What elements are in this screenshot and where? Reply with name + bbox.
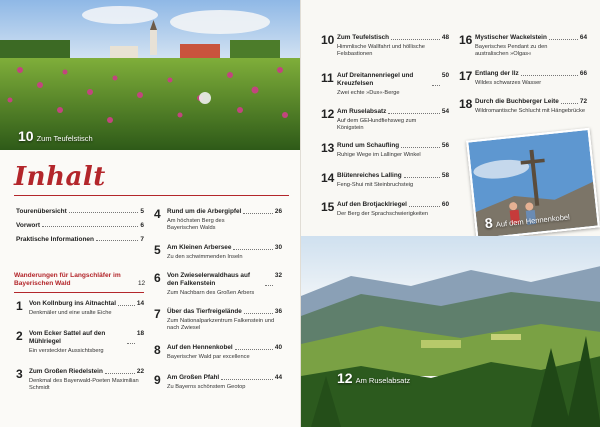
tour-heading (337, 142, 449, 150)
photo-number: 10 (18, 128, 34, 144)
tour-heading (29, 368, 144, 376)
dot-leader (233, 244, 272, 250)
tour-heading (337, 72, 449, 88)
dot-leader (549, 34, 578, 40)
dot-leader (243, 208, 273, 214)
landscape-photo (301, 236, 600, 427)
landscape-photo-caption (337, 370, 410, 388)
dot-leader (42, 222, 138, 227)
tour-number: 1 (16, 299, 23, 313)
tour-subtitle: Bayerischer Wald par excellence (167, 354, 250, 360)
tour-heading (475, 98, 587, 106)
tour-page: 32 (274, 272, 282, 279)
tour-number: 4 (154, 207, 161, 221)
photo-number: 8 (484, 214, 494, 232)
tour-heading (29, 330, 144, 346)
tour-number: 7 (154, 307, 161, 321)
tour-title: Durch die Buchberger Leite (475, 98, 559, 105)
tour-number: 6 (154, 271, 161, 285)
dot-leader (388, 108, 440, 114)
tour-number: 8 (154, 343, 161, 357)
toc-front-page: 7 (140, 236, 144, 243)
dot-leader (521, 70, 578, 76)
dot-leader (221, 374, 273, 380)
tour-title: Blütenreiches Lalling (337, 172, 402, 179)
toc-front-item[interactable] (16, 208, 144, 215)
tour-number: 14 (321, 171, 335, 185)
dot-leader (561, 98, 578, 104)
tour-page: 40 (274, 344, 282, 351)
photo-number: 12 (337, 370, 353, 386)
tour-page: 36 (274, 308, 282, 315)
toc-front-title: Praktische Informationen (16, 236, 95, 243)
dot-leader (96, 236, 138, 241)
tour-page: 14 (136, 300, 144, 307)
tour-subtitle: Ruhige Wege im Lallinger Winkel (337, 152, 421, 158)
dot-leader (127, 330, 135, 344)
cross-photo (466, 128, 600, 240)
tour-number: 5 (154, 243, 161, 257)
tour-heading (167, 208, 282, 216)
tour-number: 9 (154, 373, 161, 387)
tour-title: Rund um Schaufling (337, 142, 400, 149)
tour-number: 11 (321, 71, 334, 85)
dot-leader (391, 34, 440, 40)
tour-title: Von Kollnburg ins Aitnachtal (29, 300, 116, 307)
tour-number: 15 (321, 200, 335, 214)
meadow-photo-caption (18, 128, 93, 146)
tour-title: Zum Teufelstisch (337, 34, 390, 41)
dot-leader (404, 172, 440, 178)
dot-leader (118, 300, 135, 306)
tour-heading (167, 308, 282, 316)
tour-page: 50 (441, 72, 449, 79)
dot-leader (105, 368, 135, 374)
tour-subtitle: Zum Nationalparkzentrum Falkenstein und nach Zwiesel (167, 318, 275, 331)
dot-leader (265, 272, 273, 286)
tour-number: 18 (459, 97, 473, 111)
tour-number: 12 (321, 107, 335, 121)
tour-page: 44 (274, 374, 282, 381)
tour-heading (167, 244, 282, 252)
photo-caption-text: Zum Teufelstisch (36, 134, 93, 143)
photo-caption-text: Auf dem Hennenkobel (495, 212, 571, 230)
tour-heading (337, 172, 449, 180)
tour-heading (337, 201, 449, 209)
landscape-image (301, 236, 600, 427)
tour-page: 26 (274, 208, 282, 215)
tour-subtitle: Am höchsten Berg des Bayerischen Walds (167, 218, 225, 231)
tour-heading (337, 108, 449, 116)
tour-number: 17 (459, 69, 473, 83)
tour-title: Auf den Brotjacklriegel (337, 201, 407, 208)
tour-heading (167, 374, 282, 382)
tour-subtitle: Wildes schwarzes Wasser (475, 80, 542, 86)
tour-title: Am Großen Pfahl (167, 374, 220, 381)
tour-number: 16 (459, 33, 473, 47)
toc-front-item[interactable] (16, 222, 144, 229)
tour-page: 66 (579, 70, 587, 77)
tour-number: 10 (321, 33, 335, 47)
tour-page: 56 (441, 142, 449, 149)
title-rule (14, 195, 289, 196)
tour-subtitle: Wildromantische Schlucht mit Hängebrücke (475, 108, 586, 114)
tour-subtitle: Himmlische Wallfahrt und höllische Felsbastionen (337, 44, 425, 57)
tour-subtitle: Feng-Shui mit Steinbruchsteig (337, 182, 414, 188)
tour-page: 54 (441, 108, 449, 115)
tour-subtitle: Zu den schwimmenden Inseln (167, 254, 243, 260)
tour-title: Am Kleinen Arbersee (167, 244, 232, 251)
toc-front-page: 6 (140, 222, 144, 229)
tour-title: Rund um die Arbergipfel (167, 208, 242, 215)
toc-front-page: 5 (140, 208, 144, 215)
tour-title: Entlang der Ilz (475, 70, 519, 77)
tour-number: 2 (16, 329, 23, 343)
section-rule (14, 292, 144, 293)
tour-number: 13 (321, 141, 335, 155)
tour-subtitle: Der Berg der Sprachschwierigkeiten (337, 211, 429, 217)
tour-subtitle: Denkmäler und eine uralte Eiche (29, 310, 112, 316)
tour-title: Auf den Hennenkobel (167, 344, 233, 351)
tour-heading (475, 34, 587, 42)
page-title: Inhalt (14, 162, 106, 192)
tour-title: Über das Tierfreigelände (167, 308, 242, 315)
tour-subtitle: Denkmal des Bayerwald-Poeten Maximilian Schmidt (29, 378, 139, 391)
tour-heading (29, 300, 144, 308)
tour-page: 48 (441, 34, 449, 41)
tour-subtitle: Zu Bayerns schönstem Geotop (167, 384, 246, 390)
section-page: 12 (138, 280, 146, 287)
tour-subtitle: Zum Nachbarn des Großen Arbers (167, 290, 255, 296)
tour-page: 18 (136, 330, 144, 337)
dot-leader (69, 208, 139, 213)
tour-title: Auf Dreitannenriegel und Kreuzfelsen (337, 72, 414, 87)
tour-heading (337, 34, 449, 42)
tour-title: Zum Großen Riedelstein (29, 368, 103, 375)
tour-heading (167, 272, 282, 288)
section-title[interactable]: Wanderungen für Langschläfer im Bayerischen Wald (14, 272, 121, 287)
dot-leader (432, 72, 440, 86)
tour-page: 22 (136, 368, 144, 375)
dot-leader (409, 201, 440, 207)
tour-page: 60 (441, 201, 449, 208)
photo-caption-text: Am Ruselabsatz (355, 376, 411, 385)
tour-title: Von Zwieselerwaldhaus auf den Falkenstein (167, 272, 250, 287)
tour-page: 58 (441, 172, 449, 179)
tour-title: Am Ruselabsatz (337, 108, 387, 115)
toc-front-title: Vorwort (16, 222, 41, 229)
tour-number: 3 (16, 367, 23, 381)
tour-page: 30 (274, 244, 282, 251)
tour-page: 64 (579, 34, 587, 41)
toc-front-title: Tourenübersicht (16, 208, 67, 215)
tour-title: Mystischer Wackelstein (475, 34, 547, 41)
dot-leader (401, 142, 440, 148)
meadow-photo (0, 0, 300, 150)
dot-leader (235, 344, 273, 350)
tour-subtitle: Zwei echte »Dux«-Berge (337, 90, 400, 96)
tour-heading (475, 70, 587, 78)
tour-title: Vom Ecker Sattel auf den Mühlriegel (29, 330, 106, 345)
tour-subtitle: Ein versteckter Aussichtsberg (29, 348, 104, 354)
tour-heading (167, 344, 282, 352)
toc-front-item[interactable] (16, 236, 144, 243)
tour-subtitle: Auf dem GEHundfiehsweg zum Königstein (337, 118, 417, 131)
tour-page: 72 (579, 98, 587, 105)
dot-leader (244, 308, 273, 314)
tour-subtitle: Bayerisches Pendant zu den australischen »Olgas« (475, 44, 548, 57)
right-page (300, 0, 600, 427)
